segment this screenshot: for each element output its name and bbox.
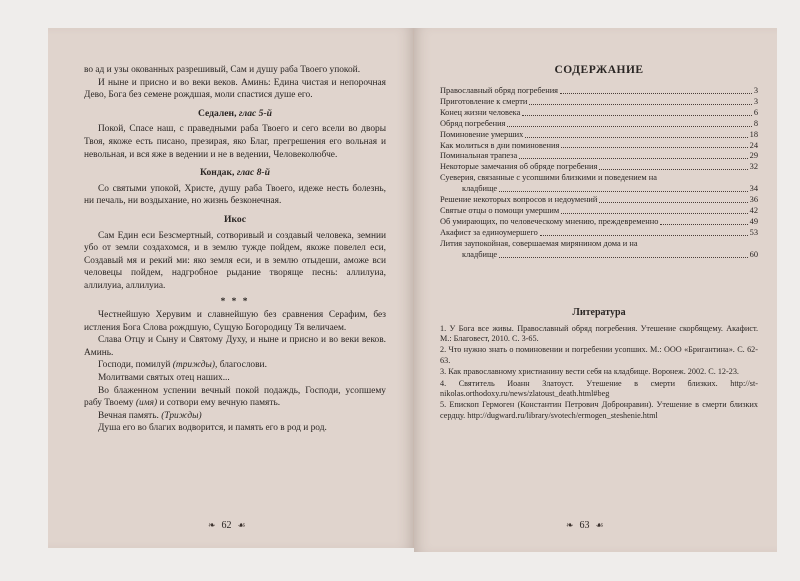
toc-row [440, 119, 758, 130]
toc-title: СОДЕРЖАНИЕ [554, 64, 644, 76]
kondak-heading [84, 167, 386, 180]
literature-item: 4. Святитель Иоанн Златоуст. Утешение в смерти близких. http://st-nikolas.orthodoxy.ru/news/zlatoust_death.html#beg [440, 378, 758, 398]
literature-list [440, 324, 758, 422]
toc-leader-dots [560, 93, 752, 94]
left-page-number [208, 520, 246, 531]
page-number: 62 [221, 520, 232, 531]
toc-entry-title: Об умирающих, по человеческому мнению, преждевременно [440, 216, 659, 226]
toc-entry-page: 3 [753, 96, 758, 106]
text-span-italic: (имя) [135, 398, 158, 409]
text-span: и сотвори ему вечную память. [159, 398, 281, 409]
text-span: Во блаженном успении вечный покой подаждь, Господи, усопшему рабу Твоему [84, 385, 386, 409]
ikos-heading: Икос [224, 213, 246, 225]
paragraph: Честнейшую Херувим и славнейшую без сравнения Серафим, без истления Бога Слова рождшую, Сущую Богородицу Тя величаем. [84, 310, 386, 333]
sedalen-heading [84, 108, 386, 121]
toc-entry-title: кладбище [462, 249, 498, 259]
toc-row [440, 239, 758, 250]
ornament-icon: ❧ [208, 520, 216, 530]
toc-entry-title: Решение некоторых вопросов и недоумений [440, 195, 598, 205]
toc-entry-page: 8 [753, 118, 758, 128]
sedalen-title: Седален, [197, 107, 237, 119]
toc-leader-dots [525, 137, 747, 138]
toc-entry-page: 36 [749, 195, 758, 205]
text-span-italic: (Трижды) [161, 410, 202, 421]
toc-entry-page: 53 [749, 227, 758, 237]
toc-row [440, 162, 758, 173]
toc-leader-dots [529, 104, 751, 105]
ornament-icon: ☙ [595, 520, 604, 530]
ikos-text: Сам Един еси Безсмертный, сотворивый и создавый человека, земнии убо от земли создахомся, и в землю тужде пойдем, якоже повелел еси, Создавый мя и рекий ми: яко земля еси, и в землю отыдеши, аможе вси человецы пойдем, надгробное рыдание творяще песнь: аллилуиа, аллилуиа, аллилуиа. [84, 230, 386, 291]
toc-entry-title: Как молиться в дни поминовения [440, 140, 560, 150]
toc-entry-title: Лития заупокойная, совершаемая мирянином дома и на [440, 238, 638, 248]
toc-row [440, 217, 758, 228]
section-divider: * * * [220, 296, 250, 307]
toc-entry-page: 49 [749, 216, 758, 226]
literature-item: 3. Как православному христианину вести себя на кладбище. Воронеж. 2002. С. 12-23. [440, 367, 739, 377]
toc-leader-dots [519, 158, 747, 159]
toc-entry-title: Акафист за единоумершего [440, 227, 538, 237]
toc-leader-dots [660, 224, 747, 225]
toc-leader-dots [599, 169, 747, 170]
toc-row [440, 97, 758, 108]
toc-row [440, 151, 758, 162]
paragraph [84, 385, 386, 410]
toc-row [440, 228, 758, 239]
toc-row [440, 86, 758, 97]
paragraph: Душа его во благих водворится, и память его в род и род. [98, 423, 327, 434]
toc-row [440, 195, 758, 206]
toc-entry-title: Суеверия, связанные с усопшими близкими и поведением на [440, 173, 657, 183]
toc-leader-dots [599, 202, 747, 203]
toc-entry-title: Приготовление к смерти [440, 96, 528, 106]
toc-leader-dots [522, 115, 751, 116]
toc-entry-page: 24 [749, 140, 758, 150]
paragraph: Молитвами святых отец наших... [98, 373, 230, 384]
toc-row [440, 173, 758, 184]
text-span: Господи, помилуй [98, 360, 171, 371]
toc-entry-title: кладбище [462, 184, 498, 194]
literature-item: 2. Что нужно знать о поминовении и погребении усопших. М.: ООО «Бригантина». С. 62-63. [440, 345, 758, 365]
toc-entry-page: 18 [749, 129, 758, 139]
toc-row [440, 108, 758, 119]
toc-leader-dots [507, 126, 751, 127]
sedalen-text: Покой, Спасе наш, с праведными раба Твоего и сего всели во дворы Твоя, якоже есть писано, презирая, яко Благ, прегрешения его вольная и невольная, и вся яже в ведении и не в ведении, Человеколюбче. [84, 124, 386, 160]
ornament-icon: ❧ [566, 520, 574, 530]
right-page-number [566, 520, 604, 531]
right-page [414, 28, 777, 552]
paragraph: Слава Отцу и Сыну и Святому Духу, и ныне и присно и во веки веков. Аминь. [84, 335, 386, 358]
sedalen-glas: глас 5-й [238, 107, 272, 119]
text-line: И ныне и присно и во веки веков. Аминь: Едина чистая и непорочная Дево, Бога без семене рождшая, моли спастися душе его. [84, 77, 386, 101]
paragraph [84, 359, 386, 372]
toc-leader-dots [499, 257, 747, 258]
toc-row-continuation [440, 250, 758, 261]
toc-leader-dots [540, 235, 748, 236]
paragraph [84, 410, 386, 423]
kondak-text: Со святыми упокой, Христе, душу раба Твоего, идеже несть болезнь, ни печаль, ни воздыхание, но жизнь безконечная. [84, 183, 386, 207]
toc-row [440, 141, 758, 152]
ornament-icon: ☙ [237, 520, 246, 530]
page-number: 63 [579, 520, 590, 531]
toc-entry-page: 42 [749, 205, 758, 215]
toc-entry-page: 29 [749, 151, 758, 161]
toc-entry-page: 34 [749, 184, 758, 194]
toc-entry-title: Поминовение умерших [440, 129, 524, 139]
text-line: во ад и узы окованных разрешивый, Сам и душу раба Твоего упокой. [84, 65, 361, 75]
toc-leader-dots [499, 191, 747, 192]
toc-entry-page: 6 [753, 107, 758, 117]
literature-item: 5. Епископ Гермоген (Константин Петрович Добронравин). Утешение в смерти близких сердцу. http://dugward.ru/library/svotech/ermogen_steshenie.html [440, 400, 758, 420]
right-page-text [440, 64, 758, 422]
toc-entry-title: Святые отцы о помощи умершим [440, 205, 560, 215]
toc-entry-page: 3 [753, 86, 758, 95]
toc-leader-dots [561, 147, 747, 148]
toc-entry-title: Православный обряд погребения [440, 86, 559, 95]
toc-entry-page: 60 [749, 249, 758, 259]
toc-entry-title: Поминальная трапеза [440, 151, 518, 161]
text-span: , благослови. [215, 360, 267, 371]
literature-item: 1. У Бога все живы. Православный обряд погребения. Утешение скорбящему. Акафист. М.: Благовест, 2010. С. 3-65. [440, 323, 758, 343]
toc-entry-title: Обряд погребения [440, 118, 506, 128]
toc-row [440, 206, 758, 217]
text-span: Вечная память. [98, 410, 159, 421]
left-page [48, 28, 414, 548]
literature-title: Литература [572, 306, 626, 318]
kondak-glas: глас 8-й [236, 167, 270, 179]
toc-entry-page: 32 [749, 162, 758, 172]
toc-entry-title: Некоторые замечания об обряде погребения [440, 162, 598, 172]
toc-entry-title: Конец жизни человека [440, 107, 521, 117]
table-of-contents [440, 86, 758, 261]
text-span-italic: (трижды) [172, 360, 215, 371]
kondak-title: Кондак, [200, 167, 235, 179]
toc-row-continuation [440, 184, 758, 195]
left-page-text [84, 64, 386, 435]
toc-row [440, 130, 758, 141]
toc-leader-dots [561, 213, 747, 214]
